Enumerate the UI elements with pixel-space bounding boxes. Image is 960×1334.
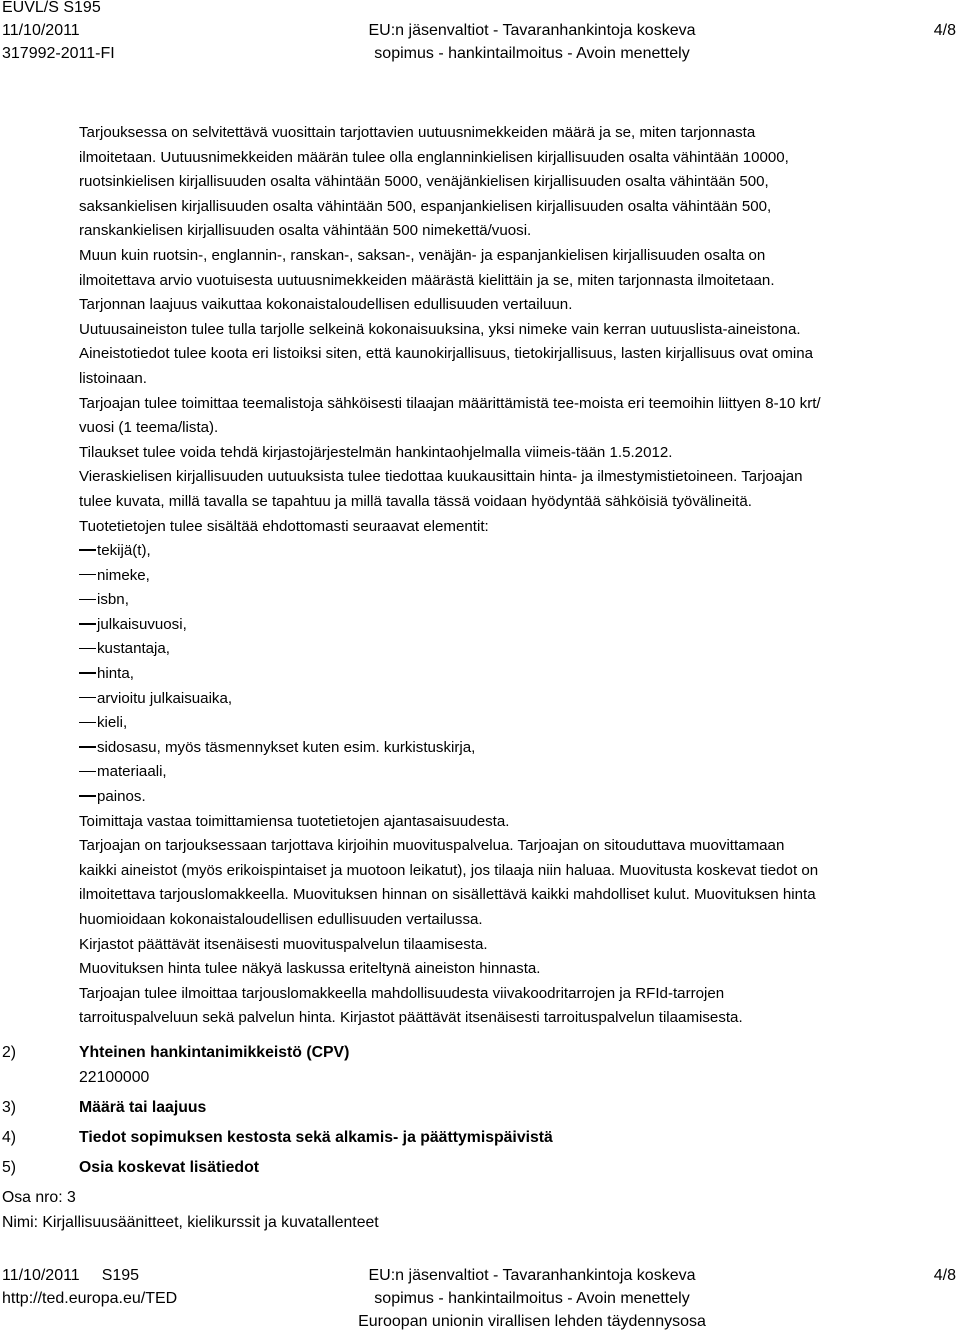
body-line: listoinaan. [79,369,147,387]
body-line: vuosi (1 teema/lista). [79,419,219,437]
body-line: ilmoitettava tarjouslomakkeella. Muovituksen hinnan on sisällettävä kaikki mahdolliset kulut. Muovituksen hinta [79,886,816,904]
list-item [79,760,957,785]
body-line: saksankielisen kirjallisuuden osalta vähintään 500, espanjankielisen kirjallisuuden osalta vähintään 500, [79,197,772,215]
list-item-text: isbn, [97,591,129,609]
body-line: Aineistotiedot tulee koota eri listoiksi siten, että kaunokirjallisuus, tietokirjallisuus, lasten kirjallisuus ovat omina [79,345,814,363]
header-title-line1: EU:n jäsenvaltiot - Tavaranhankintoja koskeva [368,22,696,39]
dash-bullet-icon [79,672,96,673]
section-number: 3) [2,1099,17,1116]
body-line: Tarjonnan laajuus vaikuttaa kokonaistaloudellisen edullisuuden vertailuun. [79,296,573,314]
body-line: tulee kuvata, millä tavalla se tapahtuu ja millä tavalla tässä voidaan hyödyntää sähköisiä työvälineitä. [79,492,752,510]
list-item [79,785,957,810]
body-line: Muun kuin ruotsin-, englannin-, ranskan-, saksan-, venäjän- ja espanjankielisen kirjallisuuden osalta on [79,246,766,264]
dash-bullet-icon [79,722,96,723]
list-item [79,662,957,687]
section-quantity [2,1099,206,1117]
dash-bullet-icon [79,623,96,624]
list-item [79,687,957,712]
list-item-text: julkaisuvuosi, [97,615,187,633]
body-line: Tarjoajan tulee toimittaa teemalistoja sähköisesti tilaajan määrittämistä tee-moista eri teemoihin liittyen 8-10 krt/ [79,394,821,412]
body-line: Tarjouksessa on selvitettävä vuosittain tarjottavien uutuusnimekkeiden määrä ja se, miten tarjonnasta [79,124,756,141]
dash-bullet-icon [79,697,96,698]
header-title-line2: sopimus - hankintailmoitus - Avoin menettely [374,45,690,62]
list-item-text: kustantaja, [97,640,170,658]
dash-bullet-icon [79,648,96,649]
section-title: Yhteinen hankintanimikkeistö (CPV) [79,1044,350,1061]
header-page-number: 4/8 [933,22,956,39]
cpv-code: 22100000 [79,1069,150,1086]
footer-left [2,1264,177,1310]
section-cpv [2,1044,349,1062]
dash-bullet-icon [79,746,96,747]
list-item [79,637,957,662]
section-number: 2) [2,1044,17,1061]
dash-bullet-icon [79,599,96,600]
body-line: tarroituspalveluun sekä palvelun hinta. Kirjastot päättävät itsenäisesti tarroituspalvelun tilaamisesta. [79,1009,743,1027]
list-item-text: nimeke, [97,566,150,584]
doc-code: EUVL/S S195 [2,0,101,16]
body-line: ilmoitettava arvio vuotuisesta uutuusnimekkeiden määrästä kielittäin ja se, miten tarjonnasta ilmoitetaan. [79,271,775,289]
body-line: Tarjoajan tulee ilmoittaa tarjouslomakkeella mahdollisuudesta viivakoodritarrojen ja RFId-tarrojen [79,984,725,1002]
body-line: Tuotetietojen tulee sisältää ehdottomasti seuraavat elementit: [79,517,489,535]
element-list [79,539,957,810]
list-item-text: hinta, [97,665,134,683]
list-item [79,613,957,638]
section-duration [2,1129,553,1147]
footer-page-number: 4/8 [933,1267,956,1284]
list-item [79,588,957,613]
footer-date: 11/10/2011 [2,1267,80,1284]
footer-date-line [2,1264,177,1287]
body-line: Tarjoajan on tarjouksessaan tarjottava kirjoihin muovituspalvelua. Tarjoajan on sitouduttava muovittamaan [79,837,785,855]
list-item-text: arvioitu julkaisuaika, [97,689,233,707]
header-title [282,19,782,65]
body-line: Muovituksen hinta tulee näkyä laskussa eriteltynä aineiston hinnasta. [79,960,541,978]
section-number: 5) [2,1159,17,1176]
body-line: ilmoitetaan. Uutuusnimekkeiden määrän tulee olla englanninkielisen kirjallisuuden osalta vähintään 10000, [79,148,789,166]
dash-bullet-icon [79,549,96,550]
footer-title-line3: Euroopan unionin virallisen lehden täydennysosa [358,1313,706,1330]
body-line: Vieraskielisen kirjallisuuden uutuuksista tulee tiedottaa kuukausittain hinta- ja ilmestymistietoineen. Tarjoajan [79,468,803,486]
dash-bullet-icon [79,771,96,772]
footer-title-line1: EU:n jäsenvaltiot - Tavaranhankintoja koskeva [368,1267,696,1284]
body-line: Kirjastot päättävät itsenäisesti muovituspalvelun tilaamisesta. [79,935,488,953]
section-title: Osia koskevat lisätiedot [79,1159,259,1176]
publication-date: 11/10/2011 [2,22,80,39]
body-line: ruotsinkielisen kirjallisuuden osalta vähintään 5000, venäjänkielisen kirjallisuuden osalta vähintään 500, [79,173,769,191]
list-item [79,564,957,589]
section-number: 4) [2,1129,17,1146]
header-left [2,0,115,65]
body-line: Uutuusaineiston tulee tulla tarjolle selkeinä kokonaisuuksina, yksi nimeke vain kerran uutuuslista-aineistona. [79,320,801,338]
list-item [79,736,957,761]
body-line: kaikki aineistot (myös erikoispintaiset ja muotoon leikatut), jos tilaaja niin haluaa. Muovitusta koskevat tiedot on [79,861,819,879]
footer-url[interactable]: http://ted.europa.eu/TED [2,1290,178,1307]
list-item-text: kieli, [97,714,128,732]
body-line: Tilaukset tulee voida tehdä kirjastojärjestelmän hankintaohjelmalla viimeis-tään 1.5.2012. [79,443,673,461]
dash-bullet-icon [79,574,96,575]
body-line: huomioidaan kokonaistaloudellisen edullisuuden vertailussa. [79,911,483,928]
list-item-text: tekijä(t), [97,542,151,560]
dash-bullet-icon [79,795,96,796]
footer-title-line2: sopimus - hankintailmoitus - Avoin menettely [374,1290,690,1307]
footer-code: S195 [101,1267,140,1284]
list-item-text: materiaali, [97,763,167,781]
footer-title [282,1264,782,1333]
body-line: ranskankielisen kirjallisuuden osalta vähintään 500 nimekettä/vuosi. [79,222,532,240]
list-item-text: painos. [97,788,146,806]
list-item [79,539,957,564]
main-text [79,121,957,1031]
section-title: Määrä tai laajuus [79,1099,207,1116]
lot-number: Osa nro: 3 [2,1189,76,1206]
list-item [79,711,957,736]
body-line: Toimittaja vastaa toimittamiensa tuotetietojen ajantasaisuudesta. [79,812,510,830]
section-title: Tiedot sopimuksen kestosta sekä alkamis- ja päättymispäivistä [79,1129,553,1146]
lot-name: Nimi: Kirjallisuusäänitteet, kielikurssit ja kuvatallenteet [2,1214,379,1231]
section-lot-info [2,1159,259,1177]
notice-reference: 317992-2011-FI [2,45,115,62]
list-item-text: sidosasu, myös täsmennykset kuten esim. kurkistuskirja, [97,738,476,756]
